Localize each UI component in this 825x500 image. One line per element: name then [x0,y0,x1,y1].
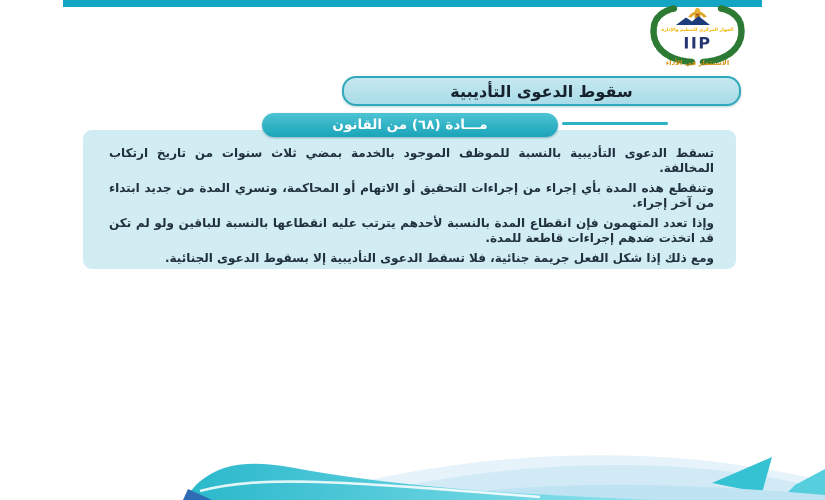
page-title: سقوط الدعوى التأديبية [450,81,633,101]
paragraph-1: تسقط الدعوى التأديبية بالنسبة للموظف الموجود بالخدمة بمضي ثلاث سنوات من تاريخ ارتكاب المخالفة. [109,146,714,175]
org-logo [640,4,755,68]
org-logo-graphic [640,4,755,68]
article-heading: مـــادة (٦٨) من القانون [332,117,488,133]
article-underline [562,122,668,125]
paragraph-4: ومع ذلك إذا شكل الفعل جريمة جنائية، فلا تسقط الدعوى التأديبية إلا بسقوط الدعوى الجنائية. [164,251,714,265]
paragraph-3: وإذا تعدد المتهمون فإن انقطاع المدة بالنسبة لأحدهم يترتب عليه انقطاعها بالنسبة للباقين ولو لم تكن قد اتخذت ضدهم إجراءات قاطعة للمدة. [109,216,714,245]
content-panel [83,130,736,269]
logo-tagline: الاستثمار في الأداء [665,59,730,67]
article-body [109,146,714,272]
paragraph-2: وتنقطع هذه المدة بأي إجراء من إجراءات التحقيق أو الاتهام أو المحاكمة، وتسري المدة من جديد ابتداء من آخر إجراء. [109,181,714,210]
article-pill [262,113,558,137]
eagle-icon [688,8,707,19]
footer-wave-decoration [0,444,825,500]
title-banner [342,76,741,106]
logo-acronym: IIP [683,33,712,53]
logo-org-text: الجهاز المركزي للتنظيم والإدارة [661,28,734,33]
mountains-icon [676,16,710,25]
